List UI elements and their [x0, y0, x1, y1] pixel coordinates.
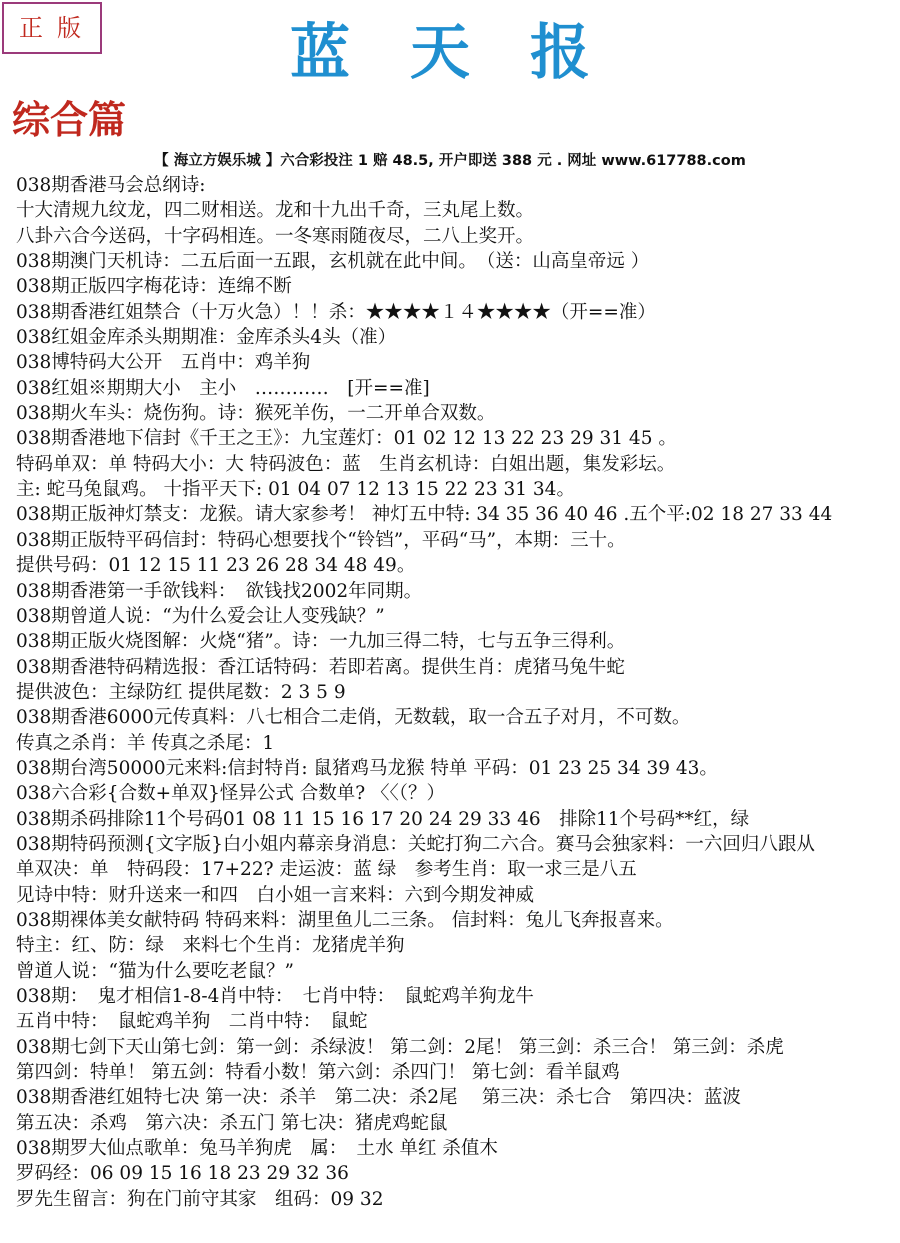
text-line: 038博特码大公开 五肖中：鸡羊狗 — [16, 352, 311, 374]
sponsor-ad-line: 【 海立方娱乐城 】六合彩投注 1 赔 48.5, 开户即送 388 元 . 网址 www.617788.com — [154, 153, 746, 169]
text-line: 038期香港马会总纲诗: — [16, 175, 206, 196]
text-line: 038期： 鬼才相信1-8-4肖中特： 七肖中特： 鼠蛇鸡羊狗龙牛 — [16, 986, 534, 1007]
text-line: 038期正版神灯禁支：龙猴。请大家参考！ 神灯五中特: 34 35 36 40 46 .五个平:02 18 27 33 44 — [16, 504, 833, 526]
text-line: 038红姐※期期大小 主小 ………… [开==准] — [16, 377, 430, 399]
text-line: 第五决：杀鸡 第六决：杀五门 第七决：猪虎鸡蛇鼠 — [16, 1112, 448, 1134]
text-line: 038期澳门天机诗：二五后面一五跟，玄机就在此中间。 （送：山高皇帝远 ） — [16, 251, 650, 273]
text-line: 038期香港红姐特七决 第一决：杀羊 第二决：杀2尾 第三决：杀七合 第四决：蓝波 — [16, 1087, 741, 1109]
text-line: 038六合彩{合数+单双}怪异公式 合数单? 〈〈（？） — [16, 783, 446, 805]
text-line: 038期香港6000元传真料：八七相合二走俏，无数载，取一合五子对月，不可数。 — [16, 707, 691, 729]
text-line: 提供波色：主绿防红 提供尾数：2 3 5 9 — [16, 681, 346, 703]
text-line: 五肖中特： 鼠蛇鸡羊狗 二肖中特： 鼠蛇 — [16, 1011, 368, 1033]
text-line: 038期香港地下信封《千王之王》：九宝莲灯：01 02 12 13 22 23 29 31 45 。 — [16, 428, 677, 450]
text-line: 传真之杀肖：羊 传真之杀尾：1 — [16, 732, 275, 754]
text-line: 038期特码预测{文字版}白小姐内幕亲身消息：关蛇打狗二六合。赛马会独家料：一六回归八跟从 — [16, 833, 815, 855]
text-line: 提供号码：01 12 15 11 23 26 28 34 48 49。 — [16, 555, 416, 577]
text-line: 罗码经：06 09 15 16 18 23 29 32 36 — [16, 1163, 349, 1185]
text-line: 特主：红、防：绿 来料七个生肖：龙猪虎羊狗 — [16, 935, 405, 957]
text-line: 038期香港特码精选报：香江话特码：若即若离。提供生肖：虎猪马兔牛蛇 — [16, 656, 625, 678]
text-line: 038期裸体美女献特码 特码来料：湖里鱼儿二三条。 信封料：兔儿飞奔报喜来。 — [16, 909, 674, 931]
text-line: 主: 蛇马兔鼠鸡。 十指平天下: 01 04 07 12 13 15 22 23 31 34。 — [16, 479, 575, 501]
text-line: 曾道人说：“猫为什么要吃老鼠？” — [16, 960, 294, 982]
text-line: 见诗中特：财升送来一和四 白小姐一言来料：六到今期发神威 — [16, 884, 535, 906]
text-line: 038期正版特平码信封：特码心想要找个“铃铛”，平码“马”，本期：三十。 — [16, 529, 626, 551]
text-line: 特码单双：单 特码大小：大 特码波色：蓝 生肖玄机诗：白姐出题，集发彩坛。 — [16, 453, 676, 475]
genuine-edition-badge: 正版 — [2, 2, 102, 54]
text-line: 038期香港红姐禁合（十万火急）！！杀：★★★★１４★★★★（开==准） — [16, 301, 656, 323]
text-line: 038期火车头：烧伤狗。诗：猴死羊伤，一二开单合双数。 — [16, 403, 496, 425]
text-line: 第四剑：特单！ 第五剑：特看小数！第六剑：杀四门！ 第七剑：看羊鼠鸡 — [16, 1062, 620, 1084]
section-title: 综合篇 — [12, 97, 127, 142]
text-line: 038期台湾50000元来料:信封特肖: 鼠猪鸡马龙猴 特单 平码：01 23 25 34 39 43。 — [16, 757, 718, 779]
masthead-title: 蓝天报 — [290, 18, 650, 88]
text-line: 038期罗大仙点歌单：兔马羊狗虎 属： 土水 单红 杀值木 — [16, 1138, 498, 1160]
content-lines — [16, 173, 896, 1212]
text-line: 038红姐金库杀头期期准：金库杀头4头（准） — [16, 327, 397, 349]
text-line: 038期曾道人说：“为什么爱会让人变残缺？” — [16, 605, 385, 627]
text-line: 038期香港第一手欲钱料： 欲钱找2002年同期。 — [16, 580, 423, 602]
text-line: 038期七剑下天山第七剑：第一剑：杀绿波！ 第二剑：2尾！ 第三剑：杀三合！ 第三剑：杀虎 — [16, 1036, 784, 1058]
text-line: 038期正版四字梅花诗：连绵不断 — [16, 276, 292, 298]
text-line: 八卦六合今送码，十字码相连。一冬寒雨随夜尽，二八上奖开。 — [16, 225, 535, 247]
text-line: 单双决：单 特码段：17+22? 走运波：蓝 绿 参考生肖：取一求三是八五 — [16, 859, 637, 881]
text-line: 十大清规九纹龙，四二财相送。龙和十九出千奇，三丸尾上数。 — [16, 200, 535, 222]
text-line: 038期正版火烧图解：火烧“猪”。诗：一九加三得二特，七与五争三得利。 — [16, 631, 626, 653]
text-line: 罗先生留言：狗在门前守其家 组码：09 32 — [16, 1188, 384, 1210]
text-line: 038期杀码排除11个号码01 08 11 15 16 17 20 24 29 33 46 排除11个号码**红，绿 — [16, 808, 750, 830]
